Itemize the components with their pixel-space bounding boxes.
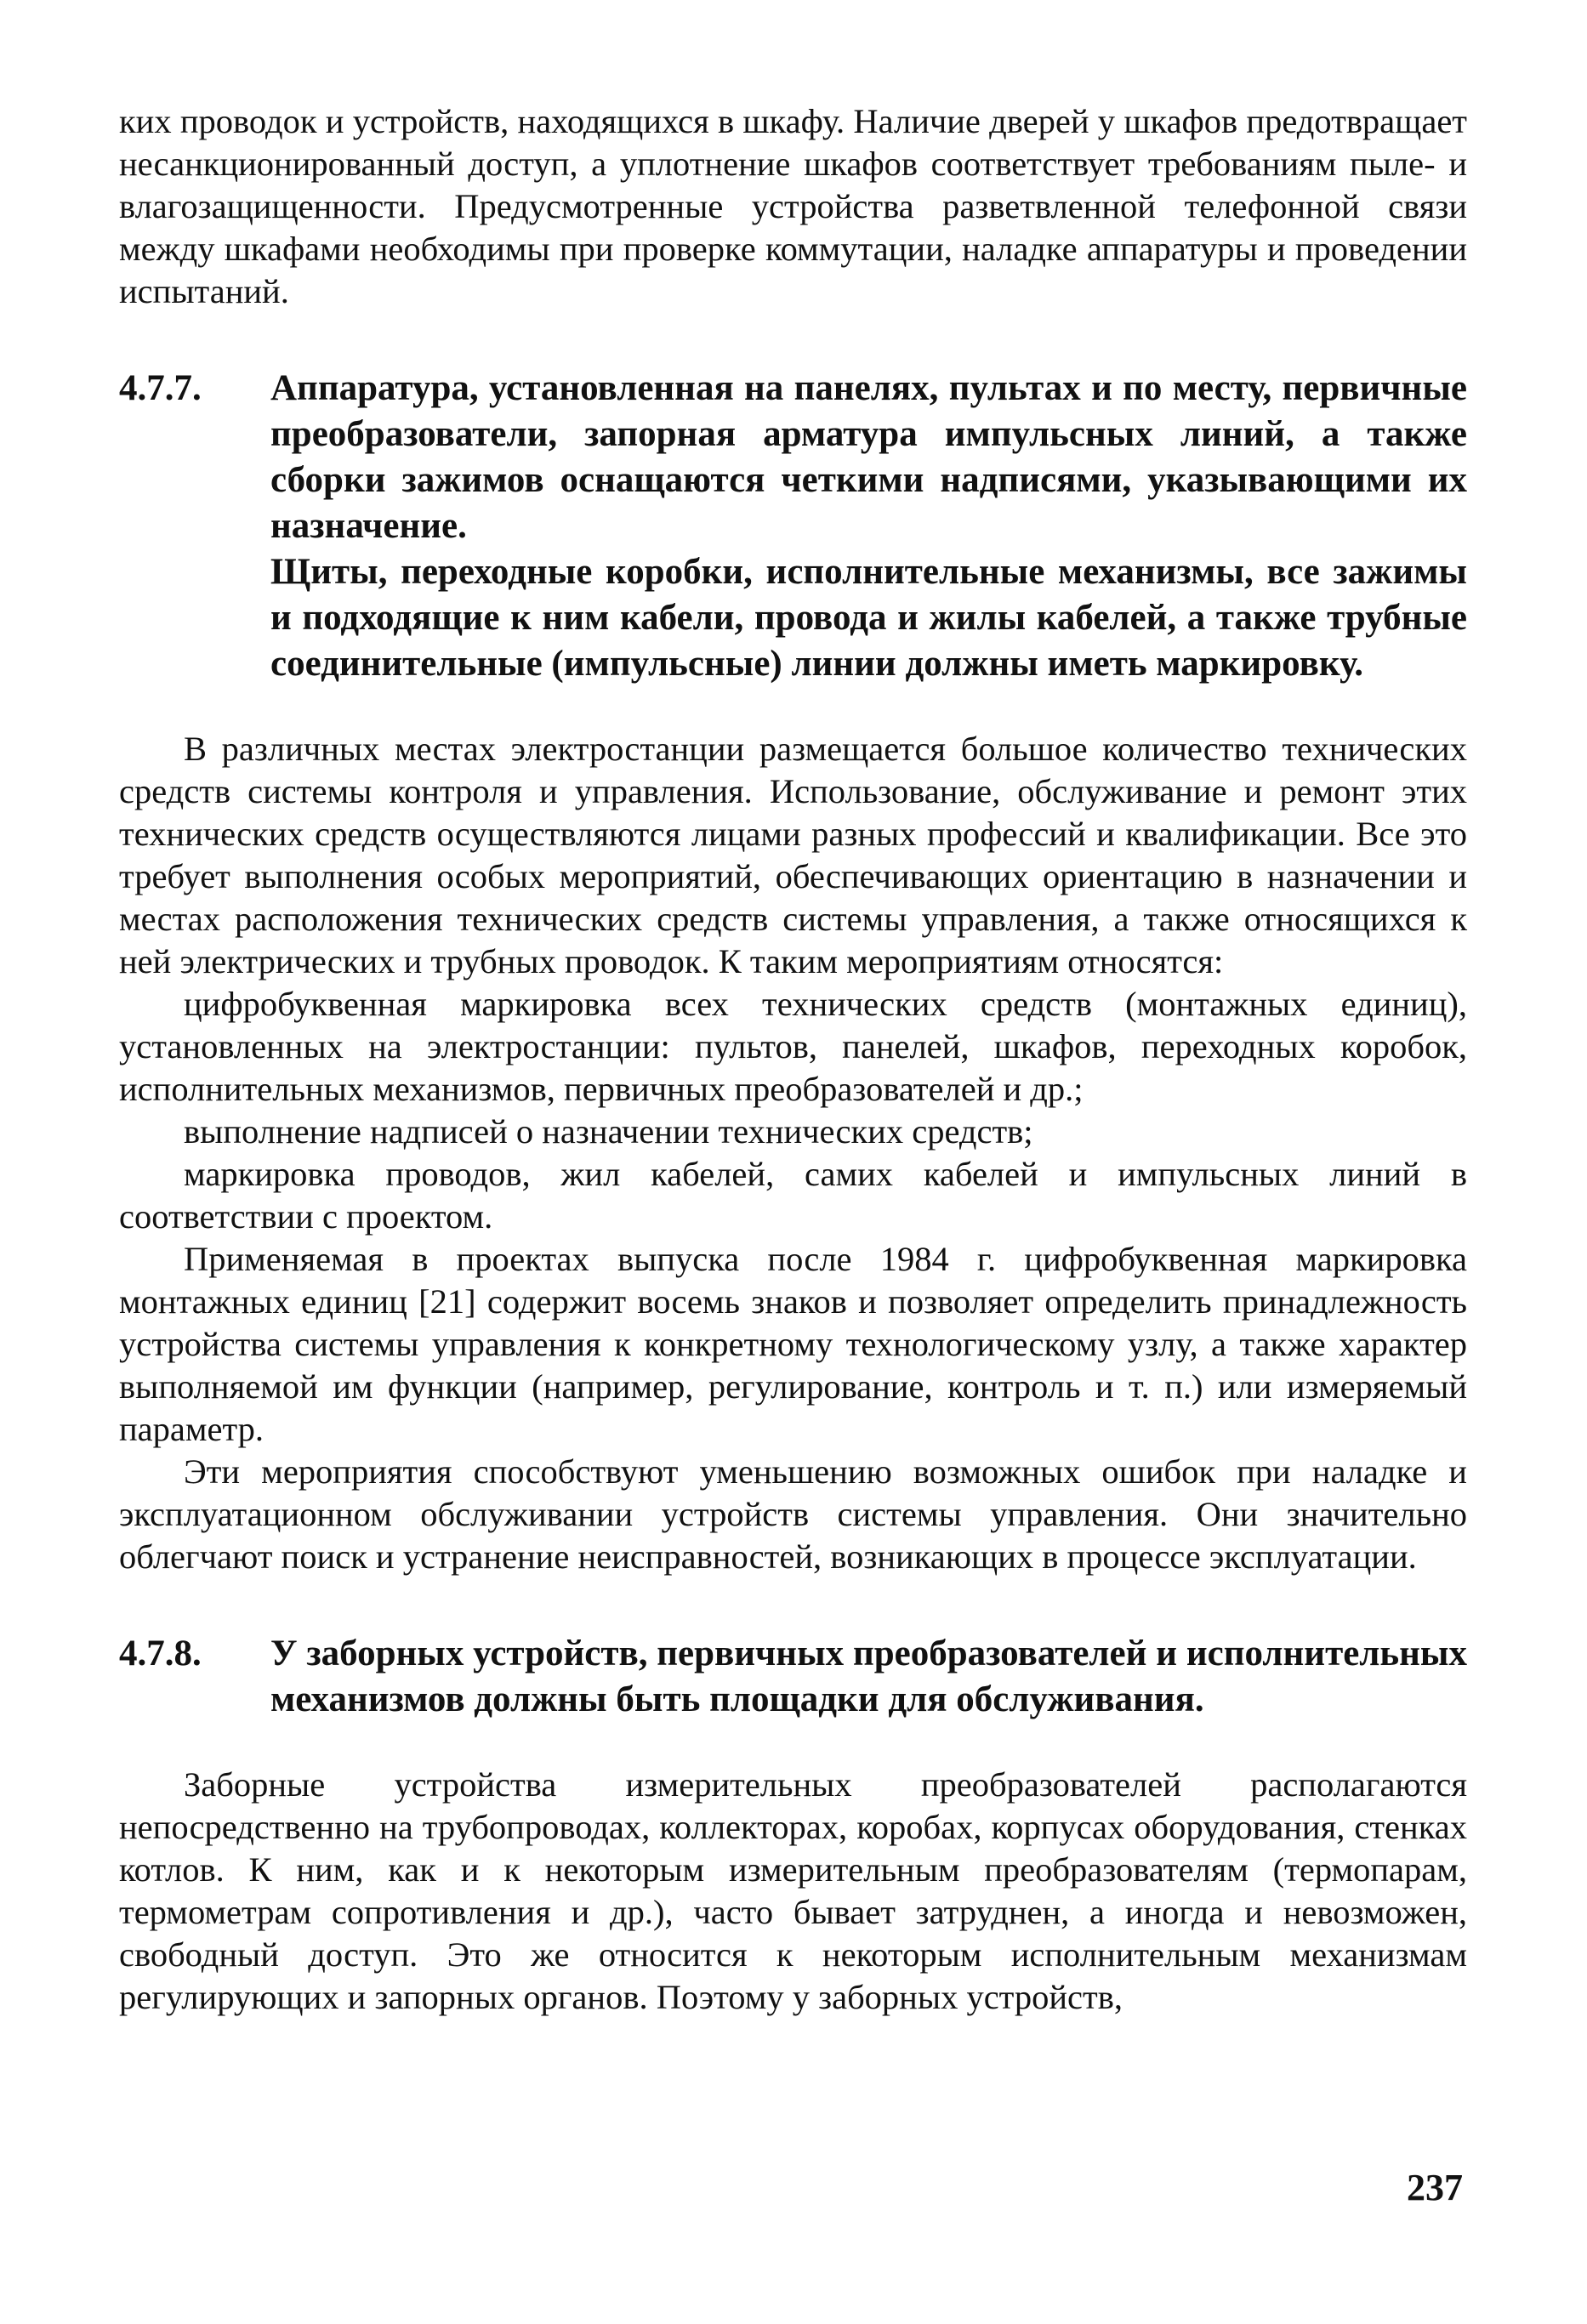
list-item: цифробуквенная маркировка всех технических средств (монтажных единиц), установленных на электростанции: пультов, панелей, шкафов, переходных коробок, исполнительных механизмов, первичных преобразователей и др.;: [119, 985, 1467, 1108]
page-number: 237: [1407, 2167, 1463, 2208]
section-text-1: Аппаратура, установленная на панелях, пультах и по месту, первичные преобразователи, запорная арматура импульсных линий, а также сборки зажимов оснащаются четкими надписями, указывающими их назначение.: [270, 368, 1467, 546]
section-number: 4.7.8.: [119, 1634, 202, 1673]
section-4-7-7: [119, 366, 1467, 687]
section-body: [270, 1631, 1467, 1723]
paragraph-body: В различных местах электростанции размещается большое количество технических средств системы контроля и управления. Использование, обслуживание и ремонт этих технических средств осуществляются лицами разных профессий и квалификации. Все это требует выполнения особых мероприятий, обеспечивающих ориентацию в назначении и местах расположения технических средств системы управления, а также относящихся к ней электрических и трубных проводок. К таким мероприятиям относятся:: [119, 730, 1467, 980]
list-item: выполнение надписей о назначении технических средств;: [184, 1112, 1033, 1151]
list-item: маркировка проводов, жил кабелей, самих кабелей и импульсных линий в соответствии с проектом.: [119, 1155, 1467, 1236]
paragraph-body: Заборные устройства измерительных преобразователей располагаются непосредственно на трубопроводах, коллекторах, коробах, корпусах оборудования, стенках котлов. К ним, как и к некоторым измерительным преобразователям (термопарам, термометрам сопротивления и др.), часто бывает затруднен, а иногда и невозможен, свободный доступ. Это же относится к некоторым исполнительным механизмам регулирующих и запорных органов. Поэтому у заборных устройств,: [119, 1765, 1467, 2016]
section-body: [270, 366, 1467, 687]
page-content: [119, 100, 1467, 2019]
section-text-2: Щиты, переходные коробки, исполнительные механизмы, все зажимы и подходящие к ним кабели, провода и жилы кабелей, а также трубные соединительные (импульсные) линии должны иметь маркировку.: [270, 552, 1467, 684]
section-4-7-8: [119, 1631, 1467, 1723]
section-number: 4.7.7.: [119, 368, 202, 408]
section-text-1: У заборных устройств, первичных преобразователей и исполнительных механизмов должны быть площадки для обслуживания.: [270, 1634, 1467, 1719]
paragraph-body: Применяемая в проектах выпуска после 1984 г. цифробуквенная маркировка монтажных единиц [21] содержит восемь знаков и позволяет определить принадлежность устройства системы управления к конкретному технологическому узлу, а также характер выполняемой им функции (например, регулирование, контроль и т. п.) или измеряемый параметр.: [119, 1240, 1467, 1448]
paragraph-body: Эти мероприятия способствуют уменьшению возможных ошибок при наладке и эксплуатационном обслуживании устройств системы управления. Они значительно облегчают поиск и устранение неисправностей, возникающих в процессе эксплуатации.: [119, 1452, 1467, 1576]
paragraph-intro: ких проводок и устройств, находящихся в шкафу. Наличие дверей у шкафов предотвращает несанкционированный доступ, а уплотнение шкафов соответствует требованиям пыле- и влагозащищенности. Предусмотренные устройства разветвленной телефонной связи между шкафами необходимы при проверке коммутации, наладке аппаратуры и проведении испытаний.: [119, 102, 1467, 310]
